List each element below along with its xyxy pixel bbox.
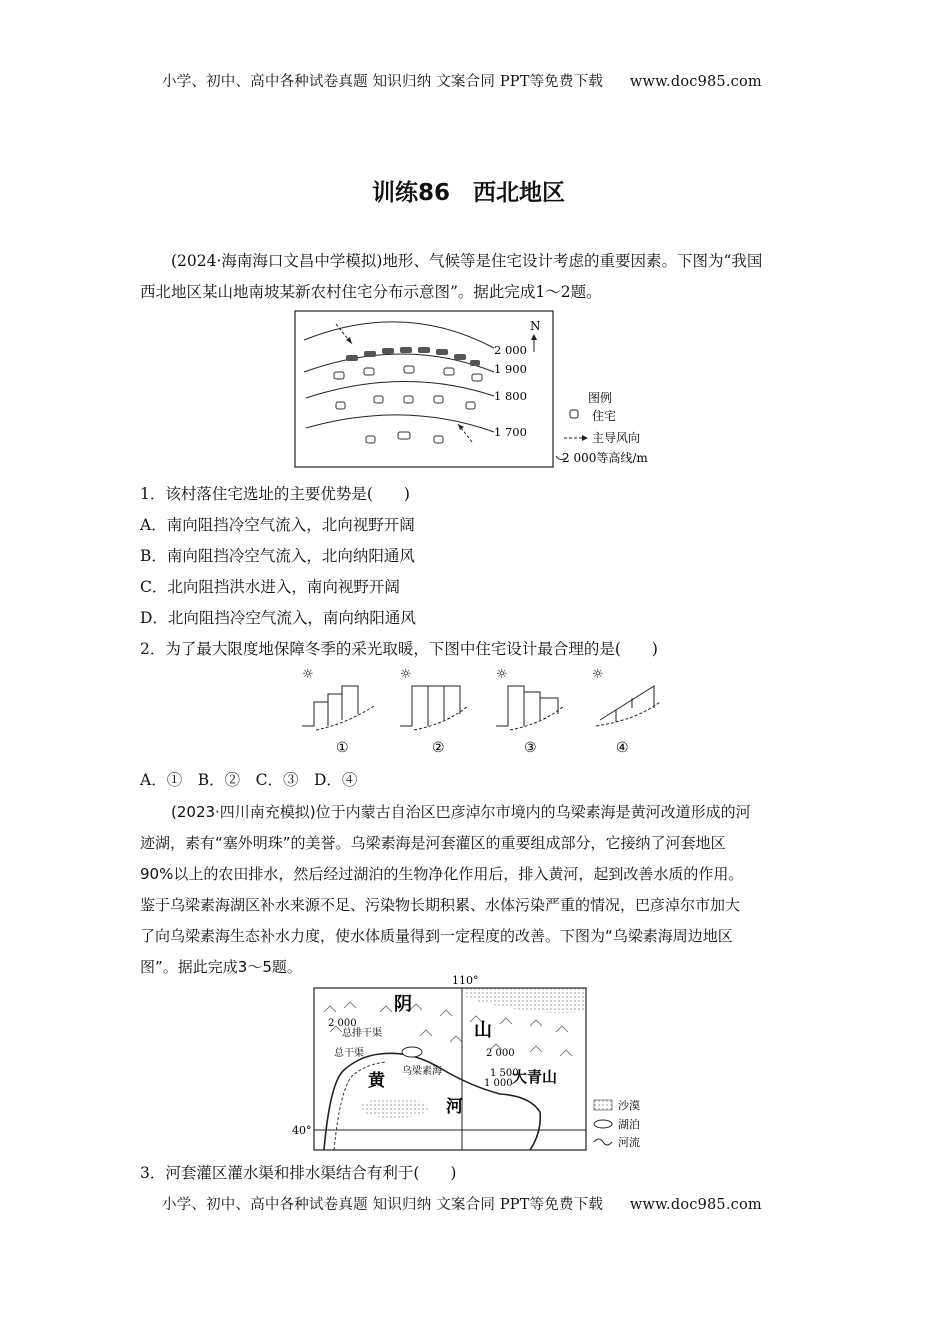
label-yin: 阴 xyxy=(394,994,412,1015)
figure-wuliangsuhai-map xyxy=(290,972,650,1154)
contour-label-1700: 1 700 xyxy=(494,425,527,439)
intro2-line5: 了向乌梁素海生态补水力度，使水体质量得到一定程度的改善。下图为“乌梁素海周边地区 xyxy=(140,927,733,945)
q1-option-d[interactable]: D．北向阻挡冷空气流入，南向纳阳通风 xyxy=(140,609,416,627)
intro-paragraph-1 xyxy=(140,246,812,308)
elev-2000-east: 2 000 xyxy=(486,1048,515,1059)
intro1-line2: 西北地区某山地南坡某新农村住宅分布示意图”。据此完成1～2题。 xyxy=(140,283,602,301)
figure-village-contour-map xyxy=(294,310,664,472)
intro2-line3: 90%以上的农田排水，然后经过湖泊的生物净化作用后，排入黄河，起到改善水质的作用。 xyxy=(140,865,744,883)
label-huang: 黄 xyxy=(368,1071,385,1091)
sun-icon-4: ☼ xyxy=(592,667,604,682)
contour-label-1800: 1 800 xyxy=(494,389,527,403)
contour-1800 xyxy=(306,381,494,398)
page-title: 训练86 西北地区 xyxy=(372,180,566,206)
label-1: ① xyxy=(336,740,349,756)
elev-1500: 1 500 xyxy=(490,1068,519,1079)
house-design-4 xyxy=(600,686,654,720)
label-zongganqu: 总干渠 xyxy=(334,1048,364,1059)
header-site[interactable]: www.doc985.com xyxy=(629,74,762,90)
footer-text: 小学、初中、高中各种试卷真题 知识归纳 文案合同 PPT等免费下载 xyxy=(162,1197,604,1213)
footer-site[interactable]: www.doc985.com xyxy=(629,1197,762,1213)
contour-label-2000: 2 000 xyxy=(494,343,527,357)
sun-icon-2: ☼ xyxy=(400,667,412,682)
q2-stem: 2．为了最大限度地保障冬季的采光取暖，下图中住宅设计最合理的是( ) xyxy=(140,640,658,658)
lake-wuliangsuhai xyxy=(402,1047,422,1057)
intro2-line2: 迹湖，素有“塞外明珠”的美誉。乌梁素海是河套灌区的重要组成部分，它接纳了河套地区 xyxy=(140,834,726,852)
desert-south xyxy=(360,1098,428,1118)
legend-desert: 沙漠 xyxy=(618,1099,640,1112)
label-3: ③ xyxy=(524,740,537,756)
legend-wind: 主导风向 xyxy=(592,431,641,445)
house-design-2 xyxy=(400,686,460,726)
contour-1700 xyxy=(306,415,494,432)
elev-2000-west: 2 000 xyxy=(328,1018,357,1029)
label-2: ② xyxy=(432,740,445,756)
legend-title: 图例 xyxy=(588,391,613,405)
elev-1000: 1 000 xyxy=(484,1078,513,1089)
label-zongpaiganqu: 总排干渠 xyxy=(342,1028,382,1039)
intro2-line4: 鉴于乌梁素海湖区补水来源不足、污染物长期积累、水体污染严重的情况，巴彦淖尔市加大 xyxy=(140,896,741,914)
label-wuliangsuhai: 乌梁素海 xyxy=(402,1066,442,1077)
q2-options[interactable]: A．① B．② C．③ D．④ xyxy=(140,771,358,789)
sun-icon-3: ☼ xyxy=(496,667,508,682)
contour-2000 xyxy=(304,322,494,348)
intro2-line1: (2023·四川南充模拟)位于内蒙古自治区巴彦淖尔市境内的乌梁素海是黄河改道形成的河 xyxy=(171,803,751,821)
lon-label: 110° xyxy=(452,974,479,987)
sun-icon-1: ☼ xyxy=(302,667,314,682)
legend-river-icon xyxy=(594,1139,612,1145)
desert-north xyxy=(464,988,586,1013)
q1-option-b[interactable]: B．南向阻挡冷空气流入，北向纳阳通风 xyxy=(140,547,415,565)
legend-lake: 湖泊 xyxy=(618,1118,640,1131)
label-he: 河 xyxy=(446,1097,463,1117)
q1-option-c[interactable]: C．北向阻挡洪水进入，南向视野开阔 xyxy=(140,578,400,596)
label-4: ④ xyxy=(616,740,629,756)
houses-top-row xyxy=(346,347,480,366)
house-design-3 xyxy=(496,686,558,726)
q3-stem: 3．河套灌区灌水渠和排水渠结合有利于( ) xyxy=(140,1164,457,1182)
legend-desert-icon xyxy=(594,1100,612,1110)
contour-label-1900: 1 900 xyxy=(494,362,527,376)
lat-label: 40° xyxy=(292,1124,312,1137)
legend-river: 河流 xyxy=(618,1136,640,1149)
label-shan: 山 xyxy=(474,1020,492,1041)
q1-stem: 1．该村落住宅选址的主要优势是( ) xyxy=(140,485,410,503)
header-text: 小学、初中、高中各种试卷真题 知识归纳 文案合同 PPT等免费下载 xyxy=(162,74,604,90)
house-design-1 xyxy=(302,686,358,726)
intro2-line6: 图”。据此完成3～5题。 xyxy=(140,958,302,976)
page-footer xyxy=(162,1193,762,1214)
figure-house-designs xyxy=(296,664,666,764)
legend-lake-icon xyxy=(594,1120,612,1128)
north-label: N xyxy=(530,319,541,333)
q1-option-a[interactable]: A．南向阻挡冷空气流入，北向视野开阔 xyxy=(140,516,415,534)
legend-contour: 2 000等高线/m xyxy=(562,451,648,465)
page-header xyxy=(162,70,762,91)
houses-lower-rows xyxy=(334,366,482,443)
intro-paragraph-2 xyxy=(140,797,812,983)
legend-house: 住宅 xyxy=(592,409,617,423)
label-daqingshan: 大青山 xyxy=(512,1068,558,1086)
legend-house-icon xyxy=(570,410,578,418)
intro1-line1: (2024·海南海口文昌中学模拟)地形、气候等是住宅设计考虑的重要因素。下图为“我国 xyxy=(171,252,763,270)
